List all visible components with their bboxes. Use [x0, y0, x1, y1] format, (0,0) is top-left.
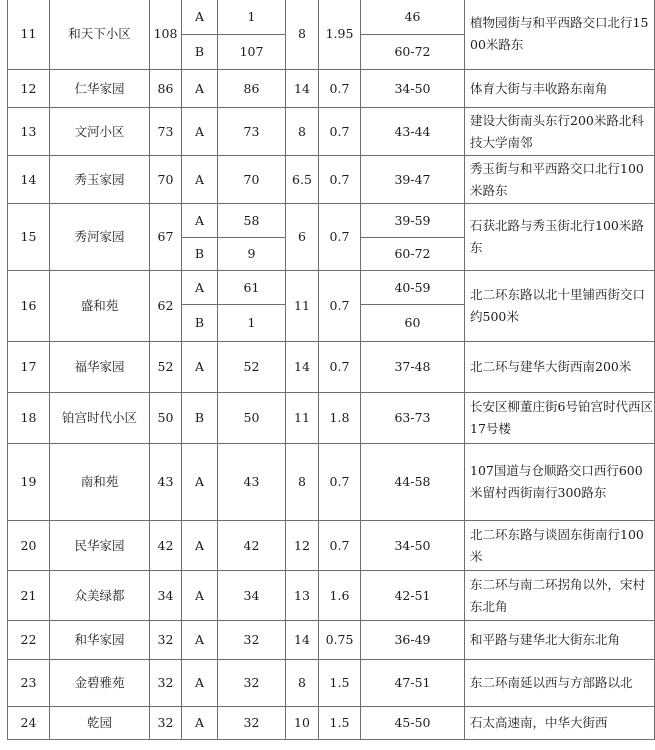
total-units: 70	[150, 156, 182, 204]
address: 石获北路与秀玉街北行100米路东	[465, 204, 655, 271]
floor-count: 14	[286, 342, 319, 393]
address: 东二环与南二环拐角以外，宋村东北角	[465, 571, 655, 621]
row-number: 14	[8, 156, 50, 204]
plot-ratio: 1.8	[319, 393, 361, 444]
floor-count: 6	[286, 204, 319, 271]
unit-count: 52	[218, 342, 286, 393]
plot-ratio: 1.5	[319, 707, 361, 740]
unit-type: A	[182, 444, 218, 521]
floor-count: 8	[286, 660, 319, 707]
unit-type: A	[182, 70, 218, 108]
plot-ratio: 0.7	[319, 521, 361, 571]
row-number: 20	[8, 521, 50, 571]
total-units: 67	[150, 204, 182, 271]
unit-count: 86	[218, 70, 286, 108]
unit-count: 107	[218, 35, 286, 70]
table-row	[8, 108, 655, 156]
floor-count: 11	[286, 271, 319, 342]
address: 东二环南延以西与方部路以北	[465, 660, 655, 707]
unit-count: 43	[218, 444, 286, 521]
address: 107国道与仓顺路交口西行600米留村西街南行300路东	[465, 444, 655, 521]
unit-count: 32	[218, 660, 286, 707]
unit-area: 34-50	[361, 521, 465, 571]
table-row	[8, 70, 655, 108]
row-number: 18	[8, 393, 50, 444]
unit-count: 50	[218, 393, 286, 444]
row-number: 19	[8, 444, 50, 521]
community-name: 和华家园	[50, 621, 150, 660]
table-body	[8, 0, 655, 740]
plot-ratio: 0.75	[319, 621, 361, 660]
unit-area: 34-50	[361, 70, 465, 108]
unit-area: 60-72	[361, 238, 465, 271]
table-row	[8, 342, 655, 393]
floor-count: 10	[286, 707, 319, 740]
community-name: 秀玉家园	[50, 156, 150, 204]
address: 北二环与建华大街西南200米	[465, 342, 655, 393]
total-units: 34	[150, 571, 182, 621]
unit-type: A	[182, 204, 218, 238]
unit-type: B	[182, 393, 218, 444]
unit-area: 42-51	[361, 571, 465, 621]
unit-area: 60-72	[361, 35, 465, 70]
row-number: 15	[8, 204, 50, 271]
unit-type: A	[182, 621, 218, 660]
plot-ratio: 1.5	[319, 660, 361, 707]
unit-area: 63-73	[361, 393, 465, 444]
unit-count: 70	[218, 156, 286, 204]
total-units: 73	[150, 108, 182, 156]
unit-area: 46	[361, 0, 465, 35]
unit-count: 32	[218, 707, 286, 740]
unit-type: A	[182, 156, 218, 204]
address: 和平路与建华北大街东北角	[465, 621, 655, 660]
unit-area: 40-59	[361, 271, 465, 305]
floor-count: 6.5	[286, 156, 319, 204]
row-number: 16	[8, 271, 50, 342]
unit-type: A	[182, 342, 218, 393]
community-name: 铂宫时代小区	[50, 393, 150, 444]
unit-type: A	[182, 660, 218, 707]
unit-count: 1	[218, 0, 286, 35]
total-units: 42	[150, 521, 182, 571]
plot-ratio: 0.7	[319, 204, 361, 271]
total-units: 86	[150, 70, 182, 108]
plot-ratio: 0.7	[319, 156, 361, 204]
address: 建设大街南头东行200米路北科技大学南邻	[465, 108, 655, 156]
row-number: 22	[8, 621, 50, 660]
address: 北二环东路与谈固东街南行100米	[465, 521, 655, 571]
unit-area: 36-49	[361, 621, 465, 660]
row-number: 12	[8, 70, 50, 108]
community-name: 盛和苑	[50, 271, 150, 342]
plot-ratio: 0.7	[319, 70, 361, 108]
plot-ratio: 0.7	[319, 108, 361, 156]
total-units: 32	[150, 707, 182, 740]
community-name: 南和苑	[50, 444, 150, 521]
unit-type: B	[182, 238, 218, 271]
floor-count: 13	[286, 571, 319, 621]
table-row	[8, 393, 655, 444]
table-row	[8, 271, 655, 305]
unit-area: 37-48	[361, 342, 465, 393]
table-row	[8, 444, 655, 521]
unit-count: 32	[218, 621, 286, 660]
unit-type: A	[182, 521, 218, 571]
plot-ratio: 1.6	[319, 571, 361, 621]
unit-type: A	[182, 108, 218, 156]
table-row	[8, 156, 655, 204]
unit-count: 9	[218, 238, 286, 271]
plot-ratio: 1.95	[319, 0, 361, 70]
address: 长安区柳董庄街6号铂宫时代西区17号楼	[465, 393, 655, 444]
total-units: 52	[150, 342, 182, 393]
floor-count: 8	[286, 108, 319, 156]
community-name: 众美绿都	[50, 571, 150, 621]
housing-table	[7, 0, 655, 740]
table-row	[8, 571, 655, 621]
unit-type: B	[182, 35, 218, 70]
total-units: 50	[150, 393, 182, 444]
address: 北二环东路以北十里铺西街交口约500米	[465, 271, 655, 342]
community-name: 福华家园	[50, 342, 150, 393]
table-row	[8, 621, 655, 660]
unit-area: 60	[361, 305, 465, 342]
unit-type: A	[182, 571, 218, 621]
row-number: 17	[8, 342, 50, 393]
unit-type: A	[182, 271, 218, 305]
unit-count: 58	[218, 204, 286, 238]
total-units: 32	[150, 621, 182, 660]
unit-area: 47-51	[361, 660, 465, 707]
plot-ratio: 0.7	[319, 342, 361, 393]
community-name: 民华家园	[50, 521, 150, 571]
floor-count: 8	[286, 444, 319, 521]
total-units: 62	[150, 271, 182, 342]
address: 植物园街与和平西路交口北行1500米路东	[465, 0, 655, 70]
community-name: 秀河家园	[50, 204, 150, 271]
address: 石太高速南，中华大街西	[465, 707, 655, 740]
unit-area: 39-59	[361, 204, 465, 238]
table-row	[8, 521, 655, 571]
unit-count: 42	[218, 521, 286, 571]
community-name: 金碧雅苑	[50, 660, 150, 707]
total-units: 108	[150, 0, 182, 70]
unit-area: 44-58	[361, 444, 465, 521]
floor-count: 8	[286, 0, 319, 70]
unit-count: 34	[218, 571, 286, 621]
total-units: 32	[150, 660, 182, 707]
unit-count: 61	[218, 271, 286, 305]
table-row	[8, 707, 655, 740]
floor-count: 11	[286, 393, 319, 444]
plot-ratio: 0.7	[319, 444, 361, 521]
floor-count: 12	[286, 521, 319, 571]
table-row	[8, 660, 655, 707]
table-row	[8, 0, 655, 35]
unit-type: A	[182, 707, 218, 740]
row-number: 13	[8, 108, 50, 156]
row-number: 23	[8, 660, 50, 707]
unit-type: A	[182, 0, 218, 35]
floor-count: 14	[286, 70, 319, 108]
floor-count: 14	[286, 621, 319, 660]
unit-count: 1	[218, 305, 286, 342]
address: 体育大街与丰收路东南角	[465, 70, 655, 108]
community-name: 和天下小区	[50, 0, 150, 70]
unit-type: B	[182, 305, 218, 342]
row-number: 21	[8, 571, 50, 621]
unit-count: 73	[218, 108, 286, 156]
row-number: 11	[8, 0, 50, 70]
community-name: 乾园	[50, 707, 150, 740]
community-name: 文河小区	[50, 108, 150, 156]
total-units: 43	[150, 444, 182, 521]
address: 秀玉街与和平西路交口北行100米路东	[465, 156, 655, 204]
table-row	[8, 204, 655, 238]
plot-ratio: 0.7	[319, 271, 361, 342]
unit-area: 45-50	[361, 707, 465, 740]
row-number: 24	[8, 707, 50, 740]
unit-area: 43-44	[361, 108, 465, 156]
community-name: 仁华家园	[50, 70, 150, 108]
unit-area: 39-47	[361, 156, 465, 204]
